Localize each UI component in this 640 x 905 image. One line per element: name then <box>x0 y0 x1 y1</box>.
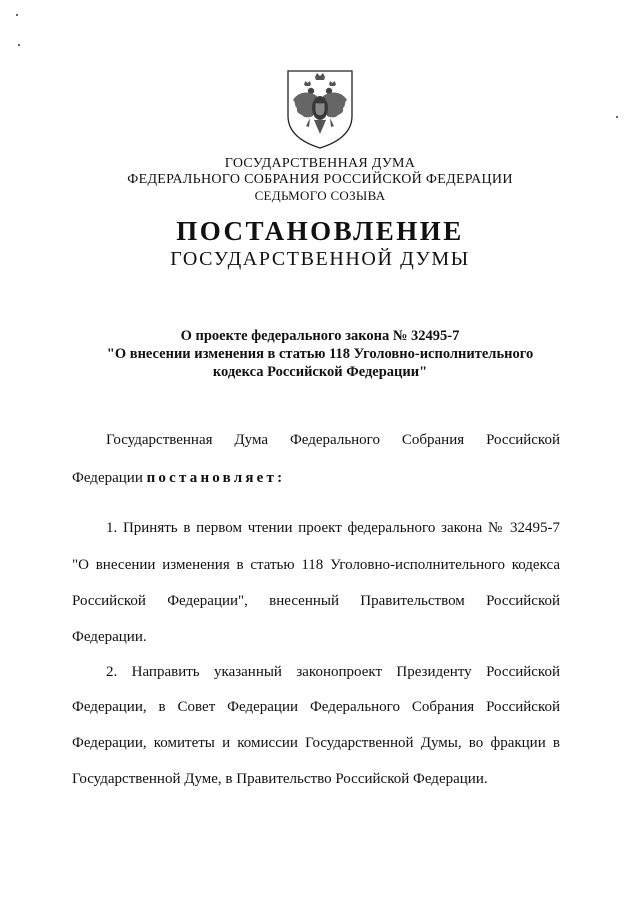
preamble-text: Федерации <box>72 470 147 486</box>
paragraph-1-line: Федерации. <box>72 629 147 645</box>
paragraph-2-line: Федерации, в Совет Федерации Федерального Собрания Российской <box>72 699 560 715</box>
paragraph-2-line: 2. Направить указанный законопроект Президенту Российской <box>106 664 560 680</box>
russian-coat-of-arms-icon <box>284 68 356 150</box>
paragraph-1-line: Российской Федерации", внесенный Правительством Российской <box>72 593 560 609</box>
paragraph-1-line: "О внесении изменения в статью 118 Уголовно-исполнительного кодекса <box>72 557 560 573</box>
document-subtitle: ГОСУДАРСТВЕННОЙ ДУМЫ <box>170 248 470 270</box>
subject-line: О проекте федерального закона № 32495-7 <box>180 328 460 344</box>
subject-line: кодекса Российской Федерации" <box>212 364 428 380</box>
subject-line: "О внесении изменения в статью 118 Уголовно-исполнительного <box>106 346 534 362</box>
paragraph-2-line: Государственной Думе, в Правительство Российской Федерации. <box>72 771 488 787</box>
scan-speck <box>616 116 618 118</box>
paragraph-2-line: Федерации, комитеты и комиссии Государственной Думы, во фракции в <box>72 735 560 751</box>
scan-speck <box>16 14 18 16</box>
paragraph-1-line: 1. Принять в первом чтении проект федерального закона № 32495-7 <box>106 520 560 536</box>
document-title: ПОСТАНОВЛЕНИЕ <box>176 216 464 246</box>
header-assembly: ФЕДЕРАЛЬНОГО СОБРАНИЯ РОССИЙСКОЙ ФЕДЕРАЦИИ <box>127 172 513 187</box>
header-convocation: СЕДЬМОГО СОЗЫВА <box>254 188 386 203</box>
preamble-line: Государственная Дума Федерального Собрания Российской <box>106 432 560 448</box>
scan-speck <box>18 44 20 46</box>
preamble-verb: постановляет: <box>146 470 286 486</box>
preamble-line <box>72 468 560 488</box>
header-chamber: ГОСУДАРСТВЕННАЯ ДУМА <box>224 156 416 171</box>
